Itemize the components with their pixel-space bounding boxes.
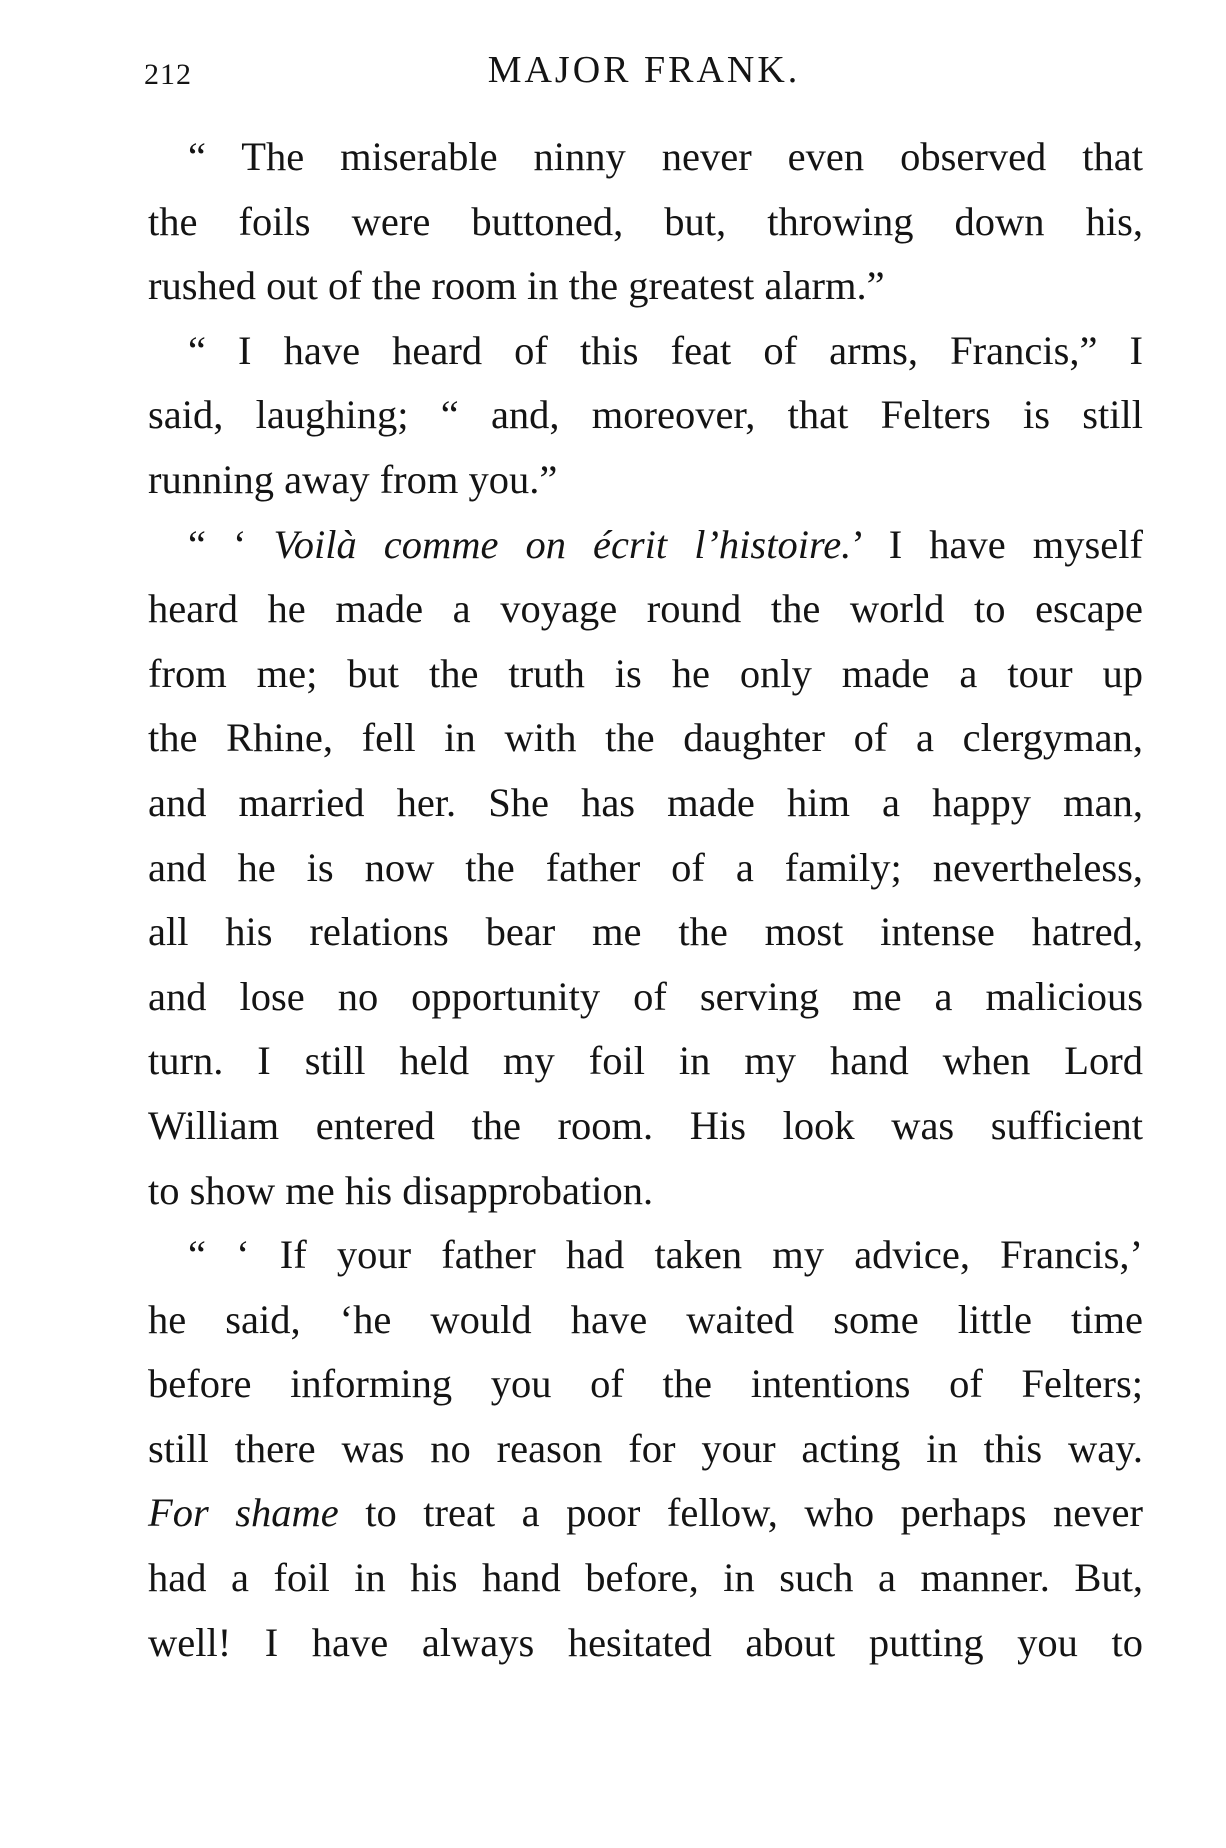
text-line: William entered the room. His look was sufficient xyxy=(148,1102,1143,1148)
page-number: 212 xyxy=(144,58,192,91)
text-line: he said, ‘he would have waited some little time xyxy=(148,1296,1143,1342)
text-line: the Rhine, fell in with the daughter of a clergyman, xyxy=(148,715,1143,761)
text-line: “ I have heard of this feat of arms, Francis,” I xyxy=(188,327,1143,373)
body-text xyxy=(148,125,1143,1675)
text-line: had a foil in his hand before, in such a manner. But, xyxy=(148,1555,1143,1601)
text-line: running away from you.” xyxy=(148,456,558,502)
text-line: rushed out of the room in the greatest alarm.” xyxy=(148,263,885,309)
text-line: well! I have always hesitated about putting you to xyxy=(148,1619,1143,1665)
text-line: all his relations bear me the most intense hatred, xyxy=(148,909,1143,955)
text-line: “ ‘ If your father had taken my advice, Francis,’ xyxy=(188,1232,1143,1278)
text-line: said, laughing; “ and, moreover, that Felters is still xyxy=(148,392,1143,438)
text-line: “ ‘ Voilà comme on écrit l’histoire.’ I have myself xyxy=(188,521,1143,567)
text-line: before informing you of the intentions of Felters; xyxy=(148,1361,1143,1407)
text-line: to show me his disapprobation. xyxy=(148,1167,654,1213)
text-line: still there was no reason for your acting in this way. xyxy=(148,1425,1143,1471)
text-line: the foils were buttoned, but, throwing down his, xyxy=(148,198,1143,244)
text-line: and lose no opportunity of serving me a malicious xyxy=(148,973,1143,1019)
text-line: For shame to treat a poor fellow, who perhaps never xyxy=(148,1490,1143,1536)
text-line: from me; but the truth is he only made a tour up xyxy=(148,650,1143,696)
text-line: heard he made a voyage round the world to escape xyxy=(148,586,1143,632)
italic-phrase: For shame xyxy=(148,1490,339,1536)
running-title: MAJOR FRANK. xyxy=(487,49,801,91)
italic-phrase: Voilà comme on écrit l’histoire. xyxy=(273,521,852,567)
text-line: “ The miserable ninny never even observed that xyxy=(188,134,1143,179)
text-line: and married her. She has made him a happy man, xyxy=(148,779,1143,825)
text-line: turn. I still held my foil in my hand when Lord xyxy=(148,1038,1143,1084)
page-header xyxy=(144,48,1144,108)
text-line: and he is now the father of a family; nevertheless, xyxy=(148,844,1143,890)
